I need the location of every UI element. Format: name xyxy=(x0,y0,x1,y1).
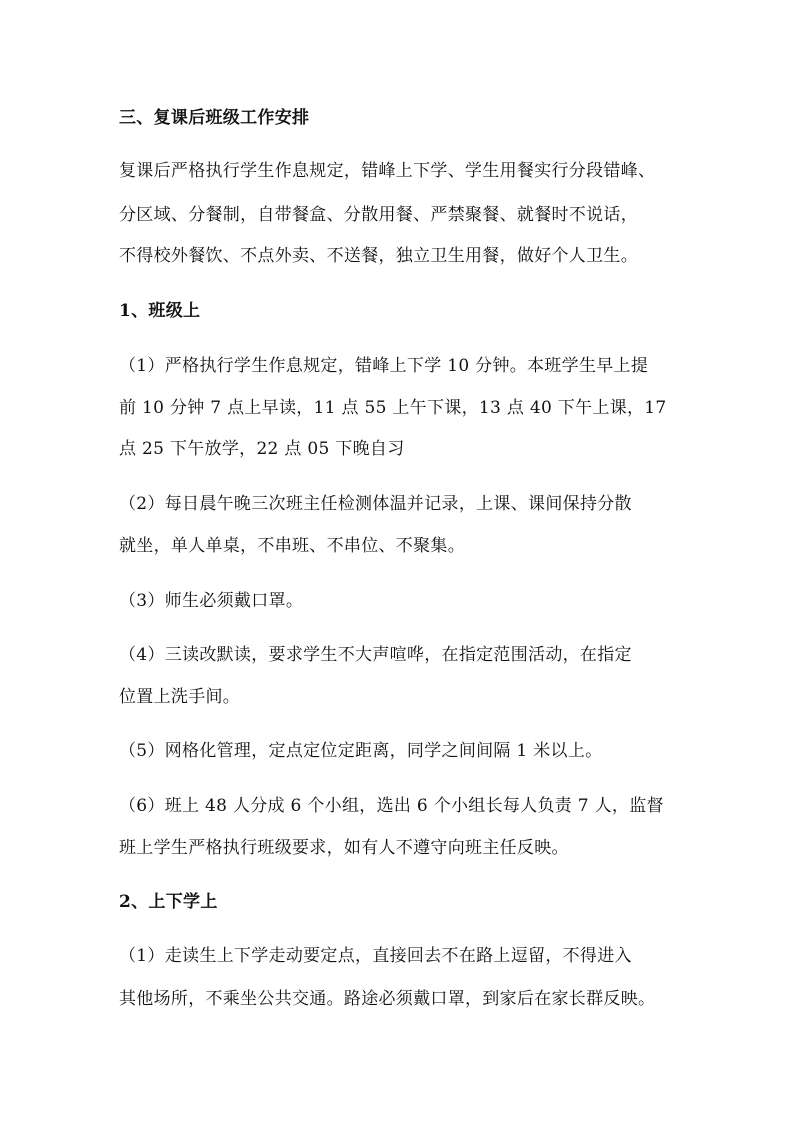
subsection-heading: 2、上下学上 xyxy=(119,892,218,912)
paragraph-line: （1）走读生上下学走动要定点，直接回去不在路上逗留，不得进入 xyxy=(119,946,632,966)
paragraph-line: 其他场所，不乘坐公共交通。路途必须戴口罩，到家后在家长群反映。 xyxy=(119,989,656,1009)
paragraph-line: 班上学生严格执行班级要求，如有人不遵守向班主任反映。 xyxy=(119,838,569,858)
paragraph-line: （1）严格执行学生作息规定，错峰上下学 10 分钟。本班学生早上提 xyxy=(119,356,649,376)
paragraph-line: 前 10 分钟 7 点上早读，11 点 55 上午下课，13 点 40 下午上课，17 xyxy=(119,398,667,418)
paragraph-line: 就坐，单人单桌，不串班、不串位、不聚集。 xyxy=(119,536,465,556)
paragraph-line: （6）班上 48 人分成 6 个小组，选出 6 个小组长每人负责 7 人，监督 xyxy=(119,796,664,816)
paragraph-line: 不得校外餐饮、不点外卖、不送餐，独立卫生用餐，做好个人卫生。 xyxy=(119,246,638,266)
paragraph-line: 点 25 下午放学，22 点 05 下晚自习 xyxy=(119,439,405,459)
section-heading: 三、复课后班级工作安排 xyxy=(119,108,310,128)
paragraph-line: 复课后严格执行学生作息规定，错峰上下学、学生用餐实行分段错峰、 xyxy=(119,161,656,181)
paragraph-line: （2）每日晨午晚三次班主任检测体温并记录，上课、课间保持分散 xyxy=(119,494,632,514)
paragraph-line: （3）师生必须戴口罩。 xyxy=(119,591,304,611)
paragraph-line: （5）网格化管理，定点定位定距离，同学之间间隔 1 米以上。 xyxy=(119,741,603,761)
paragraph-line: （4）三读改默读，要求学生不大声喧哗，在指定范围活动，在指定 xyxy=(119,645,632,665)
paragraph-line: 位置上洗手间。 xyxy=(119,687,241,707)
subsection-heading: 1、班级上 xyxy=(119,301,201,321)
paragraph-line: 分区域、分餐制，自带餐盒、分散用餐、严禁聚餐、就餐时不说话， xyxy=(119,205,638,225)
